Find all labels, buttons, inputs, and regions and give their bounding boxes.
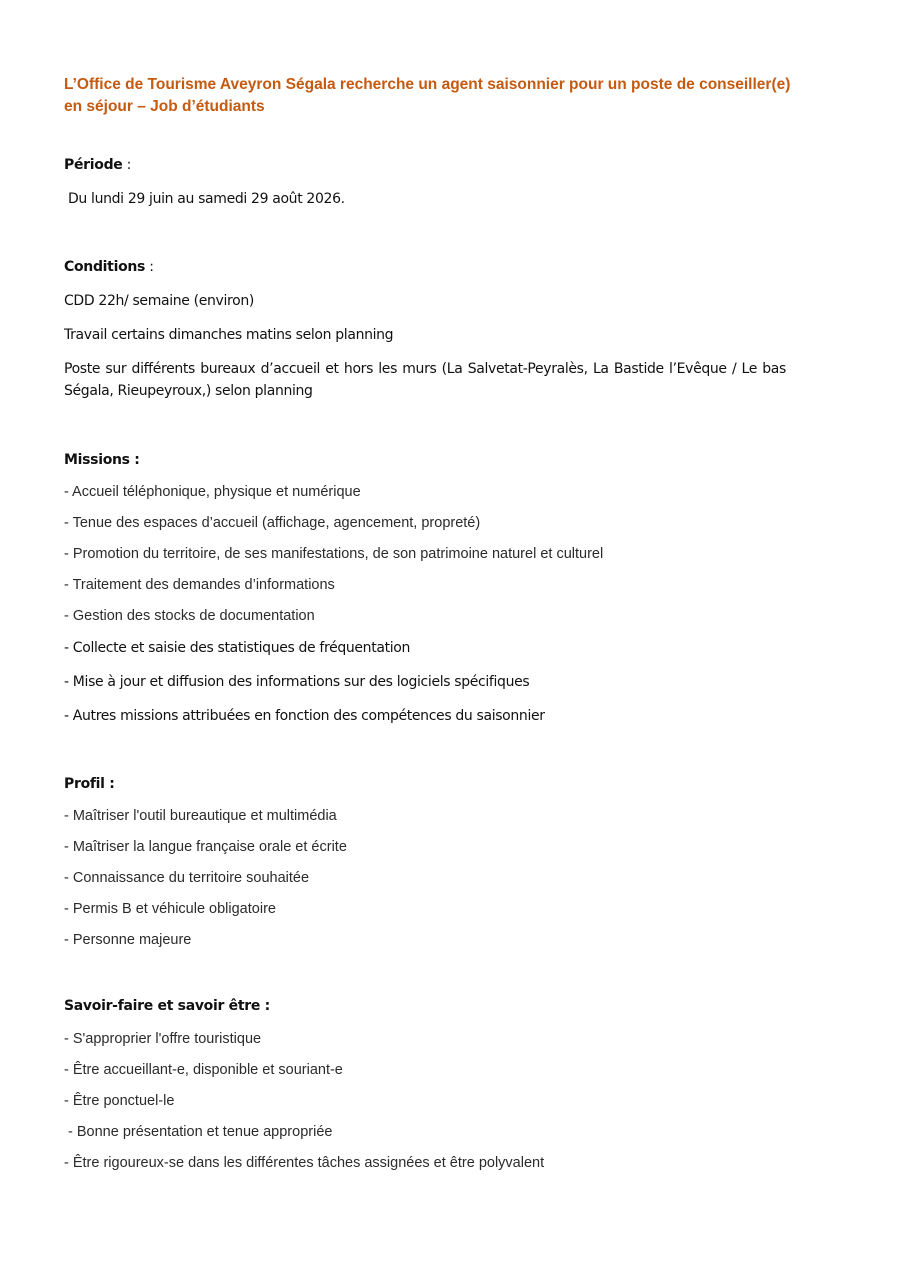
periode-colon: :: [122, 157, 131, 173]
missions-item: - Tenue des espaces d’accueil (affichage, agencement, propreté): [64, 515, 481, 531]
missions-item: - Promotion du territoire, de ses manifestations, de son patrimoine naturel et culturel: [64, 546, 604, 562]
page-title: L’Office de Tourisme Aveyron Ségala recherche un agent saisonnier pour un poste de conseiller(e) en séjour – Job d’étudiants: [64, 76, 791, 115]
conditions-heading: Conditions: [64, 259, 146, 275]
conditions-heading-line: [64, 256, 154, 278]
missions-item: - Autres missions attribuées en fonction des compétences du saisonnier: [64, 708, 545, 724]
savoir-item: - Être ponctuel-le: [64, 1093, 175, 1109]
profil-item: - Permis B et véhicule obligatoire: [64, 901, 276, 917]
profil-heading: Profil :: [64, 776, 115, 792]
missions-item: - Collecte et saisie des statistiques de fréquentation: [64, 640, 410, 656]
profil-item: - Connaissance du territoire souhaitée: [64, 870, 310, 886]
missions-item: - Accueil téléphonique, physique et numérique: [64, 484, 361, 500]
missions-item: - Traitement des demandes d’informations: [64, 577, 335, 593]
savoir-item: - Bonne présentation et tenue appropriée: [64, 1124, 333, 1140]
conditions-item: Poste sur différents bureaux d’accueil et hors les murs (La Salvetat-Peyralès, La Bastide l’Evêque / Le bas Ségala, Rieupeyroux,) selon planning: [64, 361, 786, 399]
profil-item: - Maîtriser l'outil bureautique et multimédia: [64, 808, 337, 824]
conditions-item: Travail certains dimanches matins selon planning: [64, 327, 394, 343]
savoir-item: - S'approprier l'offre touristique: [64, 1031, 262, 1047]
savoir-item: - Être accueillant-e, disponible et souriant-e: [64, 1062, 343, 1078]
missions-item: - Mise à jour et diffusion des informations sur des logiciels spécifiques: [64, 674, 530, 690]
profil-item: - Maîtriser la langue française orale et écrite: [64, 839, 347, 855]
missions-item: - Gestion des stocks de documentation: [64, 608, 315, 624]
profil-item: - Personne majeure: [64, 932, 192, 948]
missions-heading: Missions :: [64, 452, 140, 468]
conditions-item: CDD 22h/ semaine (environ): [64, 293, 254, 309]
conditions-colon: :: [145, 259, 154, 275]
savoir-item: - Être rigoureux-se dans les différentes tâches assignées et être polyvalent: [64, 1155, 545, 1171]
periode-text: Du lundi 29 juin au samedi 29 août 2026.: [68, 191, 345, 207]
savoir-heading: Savoir-faire et savoir être :: [64, 998, 270, 1014]
periode-heading-line: [64, 154, 131, 176]
periode-heading: Période: [64, 157, 123, 173]
